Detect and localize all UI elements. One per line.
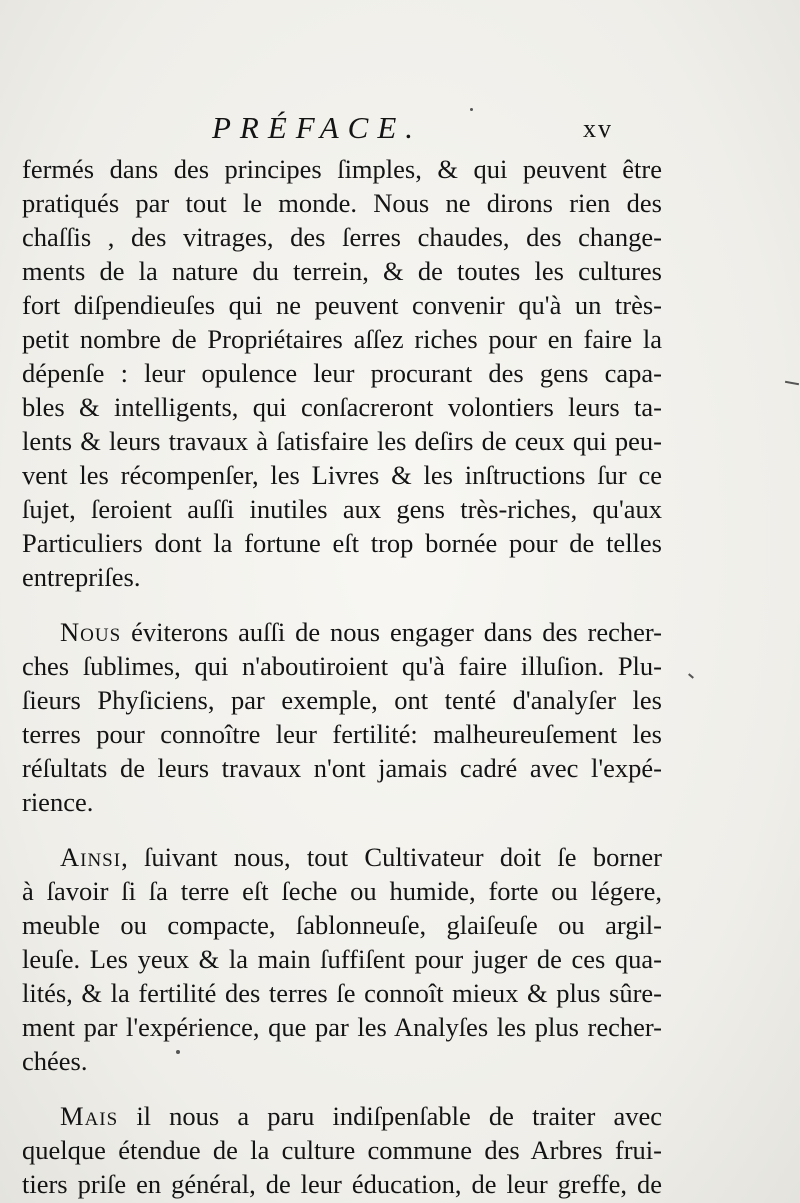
- text-line: [22, 1099, 662, 1133]
- text-line: petit nombre de Propriétaires aſſez riches pour en faire la: [22, 324, 662, 354]
- paragraph-lead-word: Ainsi: [60, 842, 122, 872]
- text-line: lités, & la fertilité des terres ſe connoît mieux & plus sûre-: [22, 978, 662, 1008]
- text-line: réſultats de leurs travaux n'ont jamais cadré avec l'expé-: [22, 753, 662, 783]
- text-fragment: éviterons auſſi de nous engager dans des recher-: [121, 617, 662, 647]
- text-line: fort diſpendieuſes qui ne peuvent convenir qu'à un très-: [22, 290, 662, 320]
- text-line: tiers priſe en général, de leur éducation, de leur greffe, de: [22, 1169, 662, 1199]
- text-fragment: , ſuivant nous, tout Cultivateur doit ſe borner: [121, 842, 662, 872]
- text-line: quelque étendue de la culture commune des Arbres frui-: [22, 1135, 662, 1165]
- page-header: [0, 110, 800, 150]
- text-line: leuſe. Les yeux & la main ſuffiſent pour juger de ces qua-: [22, 944, 662, 974]
- text-fragment: il nous a paru indiſpenſable de traiter avec: [118, 1101, 662, 1131]
- paragraph-4: [22, 1099, 662, 1201]
- scan-speck: [470, 108, 473, 111]
- text-line: fermés dans des principes ſimples, & qui peuvent être: [22, 154, 662, 184]
- text-line: lents & leurs travaux à ſatisfaire les deſirs de ceux qui peu-: [22, 426, 662, 456]
- scan-speck: [176, 1050, 180, 1054]
- running-title: PRÉFACE.: [212, 110, 423, 145]
- text-line: chées.: [22, 1046, 88, 1076]
- text-line: ments de la nature du terrein, & de toutes les cultures: [22, 256, 662, 286]
- text-line: Particuliers dont la fortune eſt trop bornée pour de telles: [22, 528, 662, 558]
- text-line: ment par l'expérience, que par les Analyſes les plus recher-: [22, 1012, 662, 1042]
- text-line: [22, 840, 662, 874]
- text-line: entrepriſes.: [22, 562, 141, 592]
- text-line: ſujet, ſeroient auſſi inutiles aux gens très-riches, qu'aux: [22, 494, 662, 524]
- text-line: bles & intelligents, qui conſacreront volontiers leurs ta-: [22, 392, 662, 422]
- text-line: rience.: [22, 787, 94, 817]
- text-line: meuble ou compacte, ſablonneuſe, glaiſeuſe ou argil-: [22, 910, 662, 940]
- text-line: pratiqués par tout le monde. Nous ne dirons rien des: [22, 188, 662, 218]
- paragraph-lead-word: Nous: [60, 617, 122, 647]
- text-line: à ſavoir ſi ſa terre eſt ſeche ou humide, forte ou légere,: [22, 876, 662, 906]
- page-number: xv: [583, 114, 613, 143]
- body-text: [22, 152, 662, 1201]
- text-line: [22, 615, 662, 649]
- text-line: terres pour connoître leur fertilité: malheureuſement les: [22, 719, 662, 749]
- paragraph-1: [22, 152, 662, 594]
- text-line: vent les récompenſer, les Livres & les inſtructions ſur ce: [22, 460, 662, 490]
- text-line: chaſſis , des vitrages, des ſerres chaudes, des change-: [22, 222, 662, 252]
- scan-speck: [785, 381, 799, 385]
- paragraph-3: [22, 840, 662, 1078]
- text-line: dépenſe : leur opulence leur procurant des gens capa-: [22, 358, 662, 388]
- scan-speck: [688, 673, 694, 678]
- text-line: ches ſublimes, qui n'aboutiroient qu'à faire illuſion. Plu-: [22, 651, 662, 681]
- text-line: ſieurs Phyſiciens, par exemple, ont tenté d'analyſer les: [22, 685, 662, 715]
- paragraph-2: [22, 615, 662, 819]
- paragraph-lead-word: Mais: [60, 1101, 119, 1131]
